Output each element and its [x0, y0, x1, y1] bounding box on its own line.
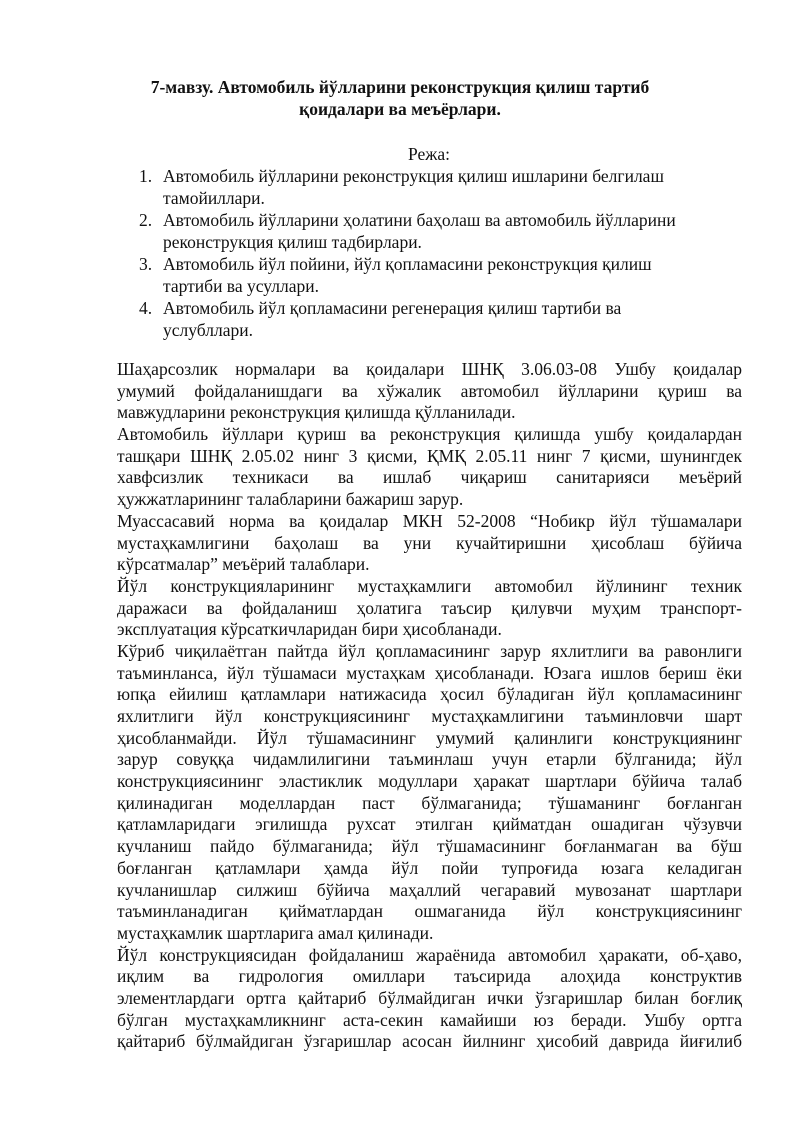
body-line: Шаҳарсозлик нормалари ва қоидалари ШНҚ 3.06.03-08 Ушбу қоидалар	[117, 359, 742, 379]
body-paragraph	[117, 576, 742, 641]
body-line: таъминланадиган қийматлардан ошмаганида йўл конструкциясининг	[117, 901, 742, 922]
plan-item	[0, 209, 708, 253]
plan-item-text: тамойиллари.	[163, 188, 265, 208]
body-line: қилинадиган моделлардан паст бўлмаганида; тўшаманинг боғланган	[117, 792, 742, 813]
title-line-2: қоидалари ва меъёрлари.	[299, 99, 501, 119]
plan-item-text: Автомобиль йўл қопламасини регенерация қилиш тартиби ва	[163, 298, 622, 318]
plan-item	[0, 165, 708, 209]
plan-item-text: Автомобиль йўл пойини, йўл қопламасини реконструкция қилиш	[163, 254, 652, 274]
body-line: бўлган мустаҳкамликнинг аста-секин камайиши юз беради. Ушбу ортга	[117, 1009, 742, 1030]
plan-item-text: Автомобиль йўлларини ҳолатини баҳолаш ва автомобиль йўлларини	[163, 210, 676, 230]
body-line: мустаҳкамлик шартларига амал қилинади.	[117, 922, 434, 943]
document-title	[100, 76, 700, 120]
body-line: эксплуатация кўрсаткичларидан бири ҳисобланади.	[117, 619, 502, 640]
body-line: иқлим ва гидрология омиллари таъсирида алоҳида конструктив	[117, 966, 742, 987]
body-line: Муассасавий норма ва қоидалар МКН 52-2008 “Нобикр йўл тўшамалари	[117, 510, 742, 531]
body-line: боғланган қатламлари ҳамда йўл пойи тупроғида юзага келадиган	[117, 857, 742, 878]
body-text	[117, 359, 742, 1053]
body-line: конструкциясининг эластиклик модуллари ҳаракат шартлари бўйича талаб	[117, 771, 742, 792]
body-line: кўрсатмалар” меъёрий талаблари.	[117, 554, 370, 575]
body-line: элементлардаги ортга қайтариб бўлмайдиган ички ўзгаришлар билан боғлиқ	[117, 987, 742, 1008]
body-paragraph	[117, 359, 742, 424]
body-line: таъминланса, йўл тўшамаси мустаҳкам ҳисобланади. Юзага ишлов бериш ёки	[117, 662, 742, 683]
body-line: зарур совуққа чидамлилигини таъминлаш учун етарли бўлганида; йўл	[117, 749, 742, 770]
body-line: хавфсизлик техникаси ва ишлаб чиқариш санитарияси меъёрий	[117, 467, 742, 488]
body-line: Кўриб чиқилаётган пайтда йўл қопламасининг зарур яхлитлиги ва равонлиги	[117, 640, 742, 661]
plan-item-number: 2.	[139, 210, 153, 230]
body-paragraph	[117, 424, 742, 511]
plan-list	[0, 165, 800, 341]
body-line: қатламларидаги эгилишда рухсат этилган қийматдан ошадиган чўзувчи	[117, 814, 742, 835]
plan-item-text: Автомобиль йўлларини реконструкция қилиш ишларини белгилаш	[163, 166, 664, 186]
plan-item-number: 1.	[139, 166, 153, 186]
plan-item	[0, 297, 708, 341]
body-paragraph	[117, 511, 742, 576]
body-line: даражаси ва фойдаланиш ҳолатига таъсир қилувчи муҳим транспорт-	[117, 597, 742, 618]
body-line: мустаҳкамлигини баҳолаш ва уни кучайтиришни ҳисоблаш бўйича	[117, 532, 742, 553]
plan-item-text: услубллари.	[163, 320, 253, 340]
plan-item-text: реконструкция қилиш тадбирлари.	[163, 232, 422, 252]
body-line: юпқа ейилиш қатламлари натижасида ҳосил бўладиган йўл қопламасининг	[117, 684, 742, 705]
body-line: ҳужжатларининг талабларини бажариш зарур.	[117, 489, 464, 510]
body-paragraph	[117, 945, 742, 1053]
body-line: яхлитлиги йўл конструкциясининг мустаҳкамлигини таъминловчи шарт	[117, 706, 742, 726]
plan-heading: Режа:	[408, 144, 450, 164]
body-line: Автомобиль йўллари қуриш ва реконструкция қилишда ушбу қоидалардан	[117, 424, 742, 445]
body-line: кучланиш пайдо бўлмаганида; йўл тўшамасининг боғланмаган ва бўш	[117, 836, 742, 857]
plan-item-text: тартиби ва усуллари.	[163, 276, 319, 296]
title-line-1: 7-мавзу. Автомобиль йўлларини реконструкция қилиш тартиб	[150, 77, 650, 97]
plan-item-number: 4.	[139, 298, 153, 318]
plan-item	[0, 253, 708, 297]
body-paragraph	[117, 641, 742, 945]
body-line: Йўл конструкциясидан фойдаланиш жараёнида автомобил ҳаракати, об-ҳаво,	[117, 944, 742, 965]
body-line: Йўл конструкцияларининг мустаҳкамлиги автомобил йўлининг техник	[117, 575, 742, 596]
body-line: умумий фойдаланишдаги ва хўжалик автомобил йўлларини қуриш ва	[117, 380, 742, 401]
plan-item-number: 3.	[139, 254, 153, 274]
body-line: кучланишлар силжиш бўйича маҳаллий чегаравий мувозанат шартлари	[117, 879, 742, 900]
body-line: ҳисобланмайди. Йўл тўшамасининг умумий қалинлиги конструкциянинг	[117, 727, 742, 748]
body-line: қайтариб бўлмайдиган ўзгаришлар асосан йилнинг ҳисобий даврида йиғилиб	[117, 1031, 742, 1052]
body-line: ташқари ШНҚ 2.05.02 нинг 3 қисми, ҚМҚ 2.05.11 нинг 7 қисми, шунингдек	[117, 445, 742, 466]
body-line: мавжудларини реконструкция қилишда қўлланилади.	[117, 402, 516, 423]
